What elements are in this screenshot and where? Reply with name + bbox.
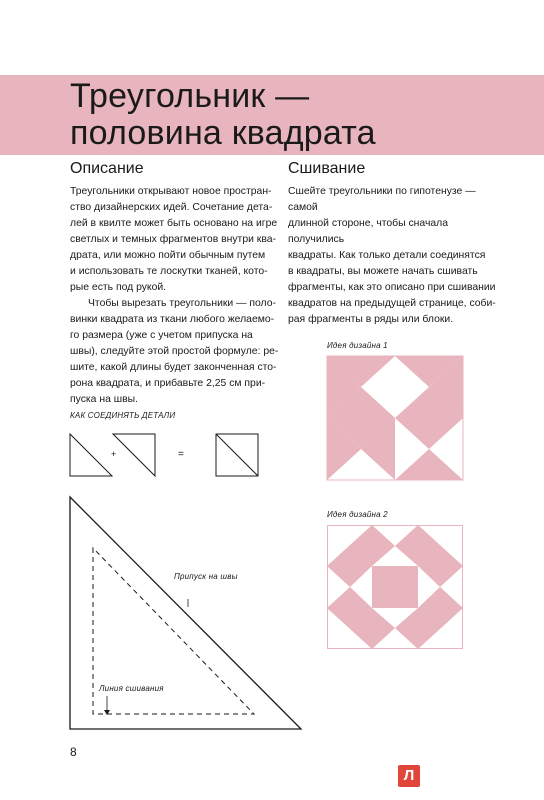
text-line: квадраты. Как только детали соединятся <box>288 250 486 261</box>
design-idea-2-label: Идея дизайна 2 <box>327 510 388 519</box>
text-line: рона квадрата, и прибавьте 2,25 см при- <box>70 378 266 389</box>
text-line: рая фрагменты в ряды или блоки. <box>288 314 454 325</box>
outer-triangle <box>70 497 301 729</box>
design-idea-1-block <box>327 356 463 480</box>
publisher-logo-icon: Л <box>398 765 420 787</box>
text-line: Чтобы вырезать треугольники — поло- <box>88 298 276 309</box>
text-line: ство дизайнерских идей. Сочетание дета- <box>70 202 273 213</box>
stitch-line-label: Линия сшивания <box>99 684 164 693</box>
text-line: длинной стороне, чтобы сначала получились <box>288 218 448 245</box>
text-line: пуска на швы. <box>70 394 138 405</box>
design-idea-2-block <box>327 525 463 649</box>
page-number: 8 <box>70 745 77 759</box>
equals-sign: = <box>178 449 185 460</box>
text-line: шите, какой длины будет законченная сто- <box>70 362 277 373</box>
plus-sign: + <box>111 449 117 459</box>
text-line: квадратов на предыдущей странице, соби- <box>288 298 496 309</box>
description-heading: Описание <box>70 160 144 177</box>
text-line: драта, или можно пойти обычным путем <box>70 250 266 261</box>
text-line: Треугольники открывают новое простран- <box>70 186 272 197</box>
design-idea-1-label: Идея дизайна 1 <box>327 341 388 350</box>
text-line: светлых и темных фрагментов внутри ква- <box>70 234 276 245</box>
text-line: Сшейте треугольники по гипотенузе — самой <box>288 186 476 213</box>
text-line: го размера (уже с учетом припуска на <box>70 330 253 341</box>
join-caption: КАК СОЕДИНЯТЬ ДЕТАЛИ <box>70 411 176 420</box>
text-line: швы), следуйте этой простой формуле: ре- <box>70 346 279 357</box>
text-line: фрагменты, как это описано при сшивании <box>288 282 496 293</box>
seam-allowance-label: Припуск на швы <box>174 572 238 581</box>
page-title-line-1: Треугольник — <box>70 77 310 115</box>
text-line: лей в квилте может быть основано на игре <box>70 218 278 229</box>
text-line: винки квадрата из ткани любого желаемо- <box>70 314 275 325</box>
sewing-heading: Сшивание <box>288 160 366 177</box>
text-line: в квадраты, вы можете начать сшивать <box>288 266 478 277</box>
text-line: и использовать те лоскутки тканей, кото- <box>70 266 268 277</box>
text-line: рые есть под рукой. <box>70 282 167 293</box>
page-title-line-2: половина квадрата <box>70 114 376 152</box>
